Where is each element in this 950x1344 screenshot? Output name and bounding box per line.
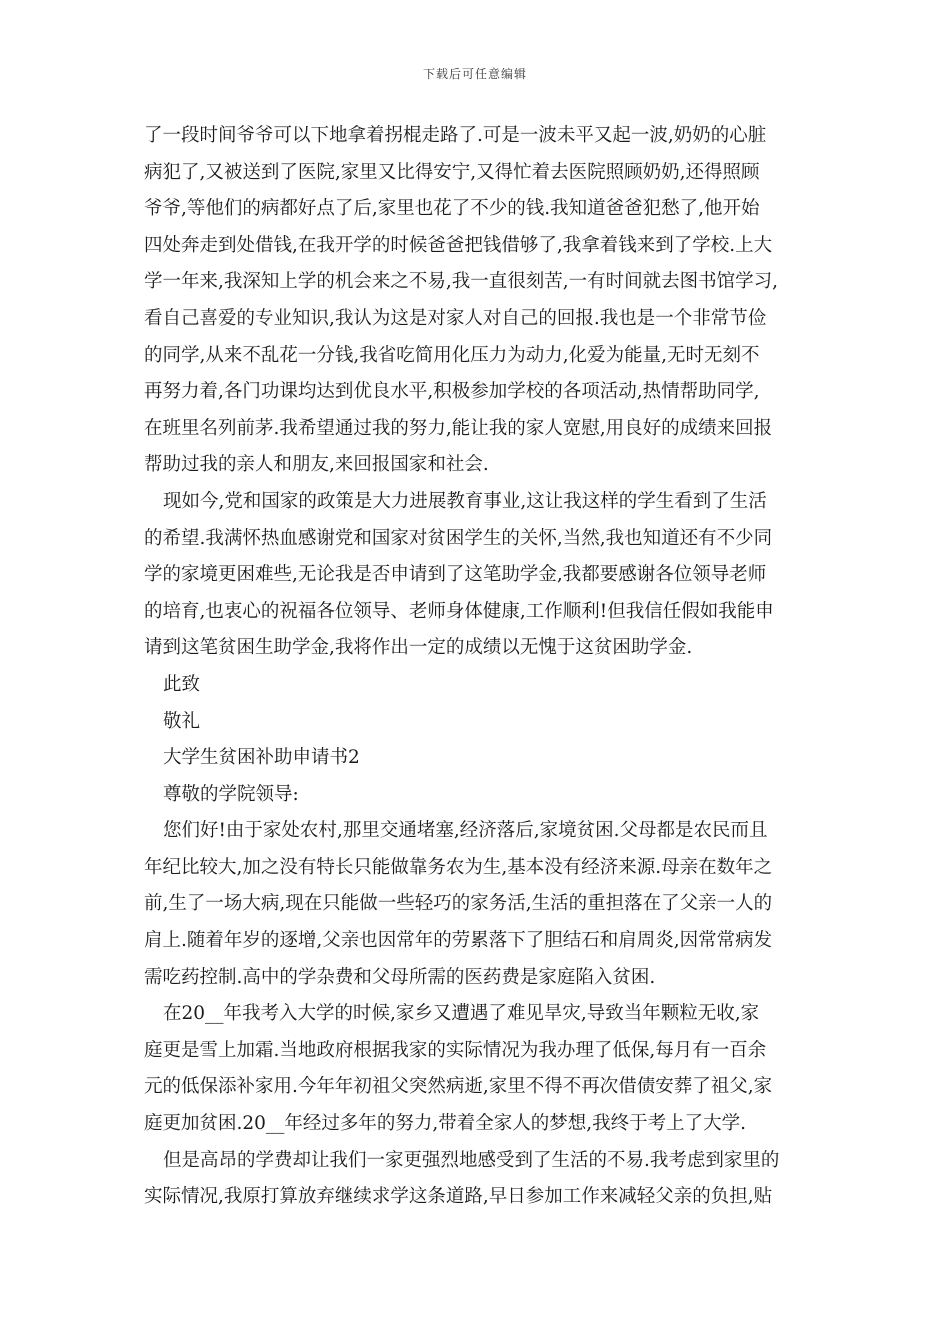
text-line: 元的低保添补家用.今年年初祖父突然病逝,家里不得不再次借债安葬了祖父,家 <box>144 1076 773 1098</box>
text-line: 帮助过我的亲人和朋友,来回报国家和社会. <box>144 454 489 476</box>
text-line: 在班里名列前茅.我希望通过我的努力,能让我的家人宽慰,用良好的成绩来回报 <box>144 417 773 439</box>
text-line: 的培育,也衷心的祝福各位领导、老师身体健康,工作顺利!但我信任假如我能申 <box>144 600 774 622</box>
page-header: 下载后可任意编辑 <box>422 67 527 81</box>
text-line: 肩上.随着年岁的逐增,父亲也因常年的劳累落下了胆结石和肩周炎,因常常病发 <box>144 930 773 952</box>
text-line: 您们好!由于家处农村,那里交通堵塞,经济落后,家境贫困.父母都是农民而且 <box>163 820 768 842</box>
text-line: 病犯了,又被送到了医院,家里又比得安宁,又得忙着去医院照顾奶奶,还得照顾 <box>144 161 760 183</box>
text-line: 庭更加贫困.20__年经过多年的努力,带着全家人的梦想,我终于考上了大学. <box>144 1113 747 1135</box>
text-line: 学的家境更困难些,无论我是否申请到了这笔助学金,我都要感谢各位领导老师 <box>144 564 767 586</box>
text-line: 但是高昂的学费却让我们一家更强烈地感受到了生活的不易.我考虑到家里的 <box>163 1149 780 1171</box>
text-line: 庭更是雪上加霜.当地政府根据我家的实际情况为我办理了低保,每月有一百余 <box>144 1039 767 1061</box>
text-line: 学一年来,我深知上学的机会来之不易,我一直很刻苦,一有时间就去图书馆学习, <box>144 271 779 293</box>
text-line: 的同学,从来不乱花一分钱,我省吃简用化压力为动力,化爱为能量,无时无刻不 <box>144 344 760 366</box>
text-line: 在20__年我考入大学的时候,家乡又遭遇了难见旱灾,导致当年颗粒无收,家 <box>163 1003 760 1025</box>
text-line: 年纪比较大,加之没有特长只能做靠务农为生,基本没有经济来源.母亲在数年之 <box>144 856 773 878</box>
text-line: 四处奔走到处借钱,在我开学的时候爸爸把钱借够了,我拿着钱来到了学校.上大 <box>144 234 773 256</box>
text-line: 请到这笔贫困生助学金,我将作出一定的成绩以无愧于这贫困助学金. <box>144 637 693 659</box>
text-line: 敬礼 <box>163 710 201 732</box>
text-line: 爷爷,等他们的病都好点了后,家里也花了不少的钱.我知道爸爸犯愁了,他开始 <box>144 198 760 220</box>
text-line: 尊敬的学院领导: <box>163 783 299 805</box>
text-line: 再努力着,各门功课均达到优良水平,积极参加学校的各项活动,热情帮助同学, <box>144 381 760 403</box>
text-line: 现如今,党和国家的政策是大力进展教育事业,这让我这样的学生看到了生活 <box>163 490 767 512</box>
text-line: 了一段时间爷爷可以下地拿着拐棍走路了.可是一波未平又起一波,奶奶的心脏 <box>144 125 767 146</box>
text-line: 看自己喜爱的专业知识,我认为这是对家人对自己的回报.我也是一个非常节俭 <box>144 307 767 329</box>
text-line: 的希望.我满怀热血感谢党和国家对贫困学生的关怀,当然,我也知道还有不少同 <box>144 527 773 549</box>
text-line: 需吃药控制.高中的学杂费和父母所需的医药费是家庭陷入贫困. <box>144 966 656 988</box>
text-line: 此致 <box>163 673 201 695</box>
text-line: 实际情况,我原打算放弃继续求学这条道路,早日参加工作来减轻父亲的负担,贴 <box>144 1186 773 1208</box>
document-body <box>144 118 816 1216</box>
text-line: 前,生了一场大病,现在只能做一些轻巧的家务活,生活的重担落在了父亲一人的 <box>144 893 773 915</box>
text-line: 大学生贫困补助申请书2 <box>163 747 360 769</box>
